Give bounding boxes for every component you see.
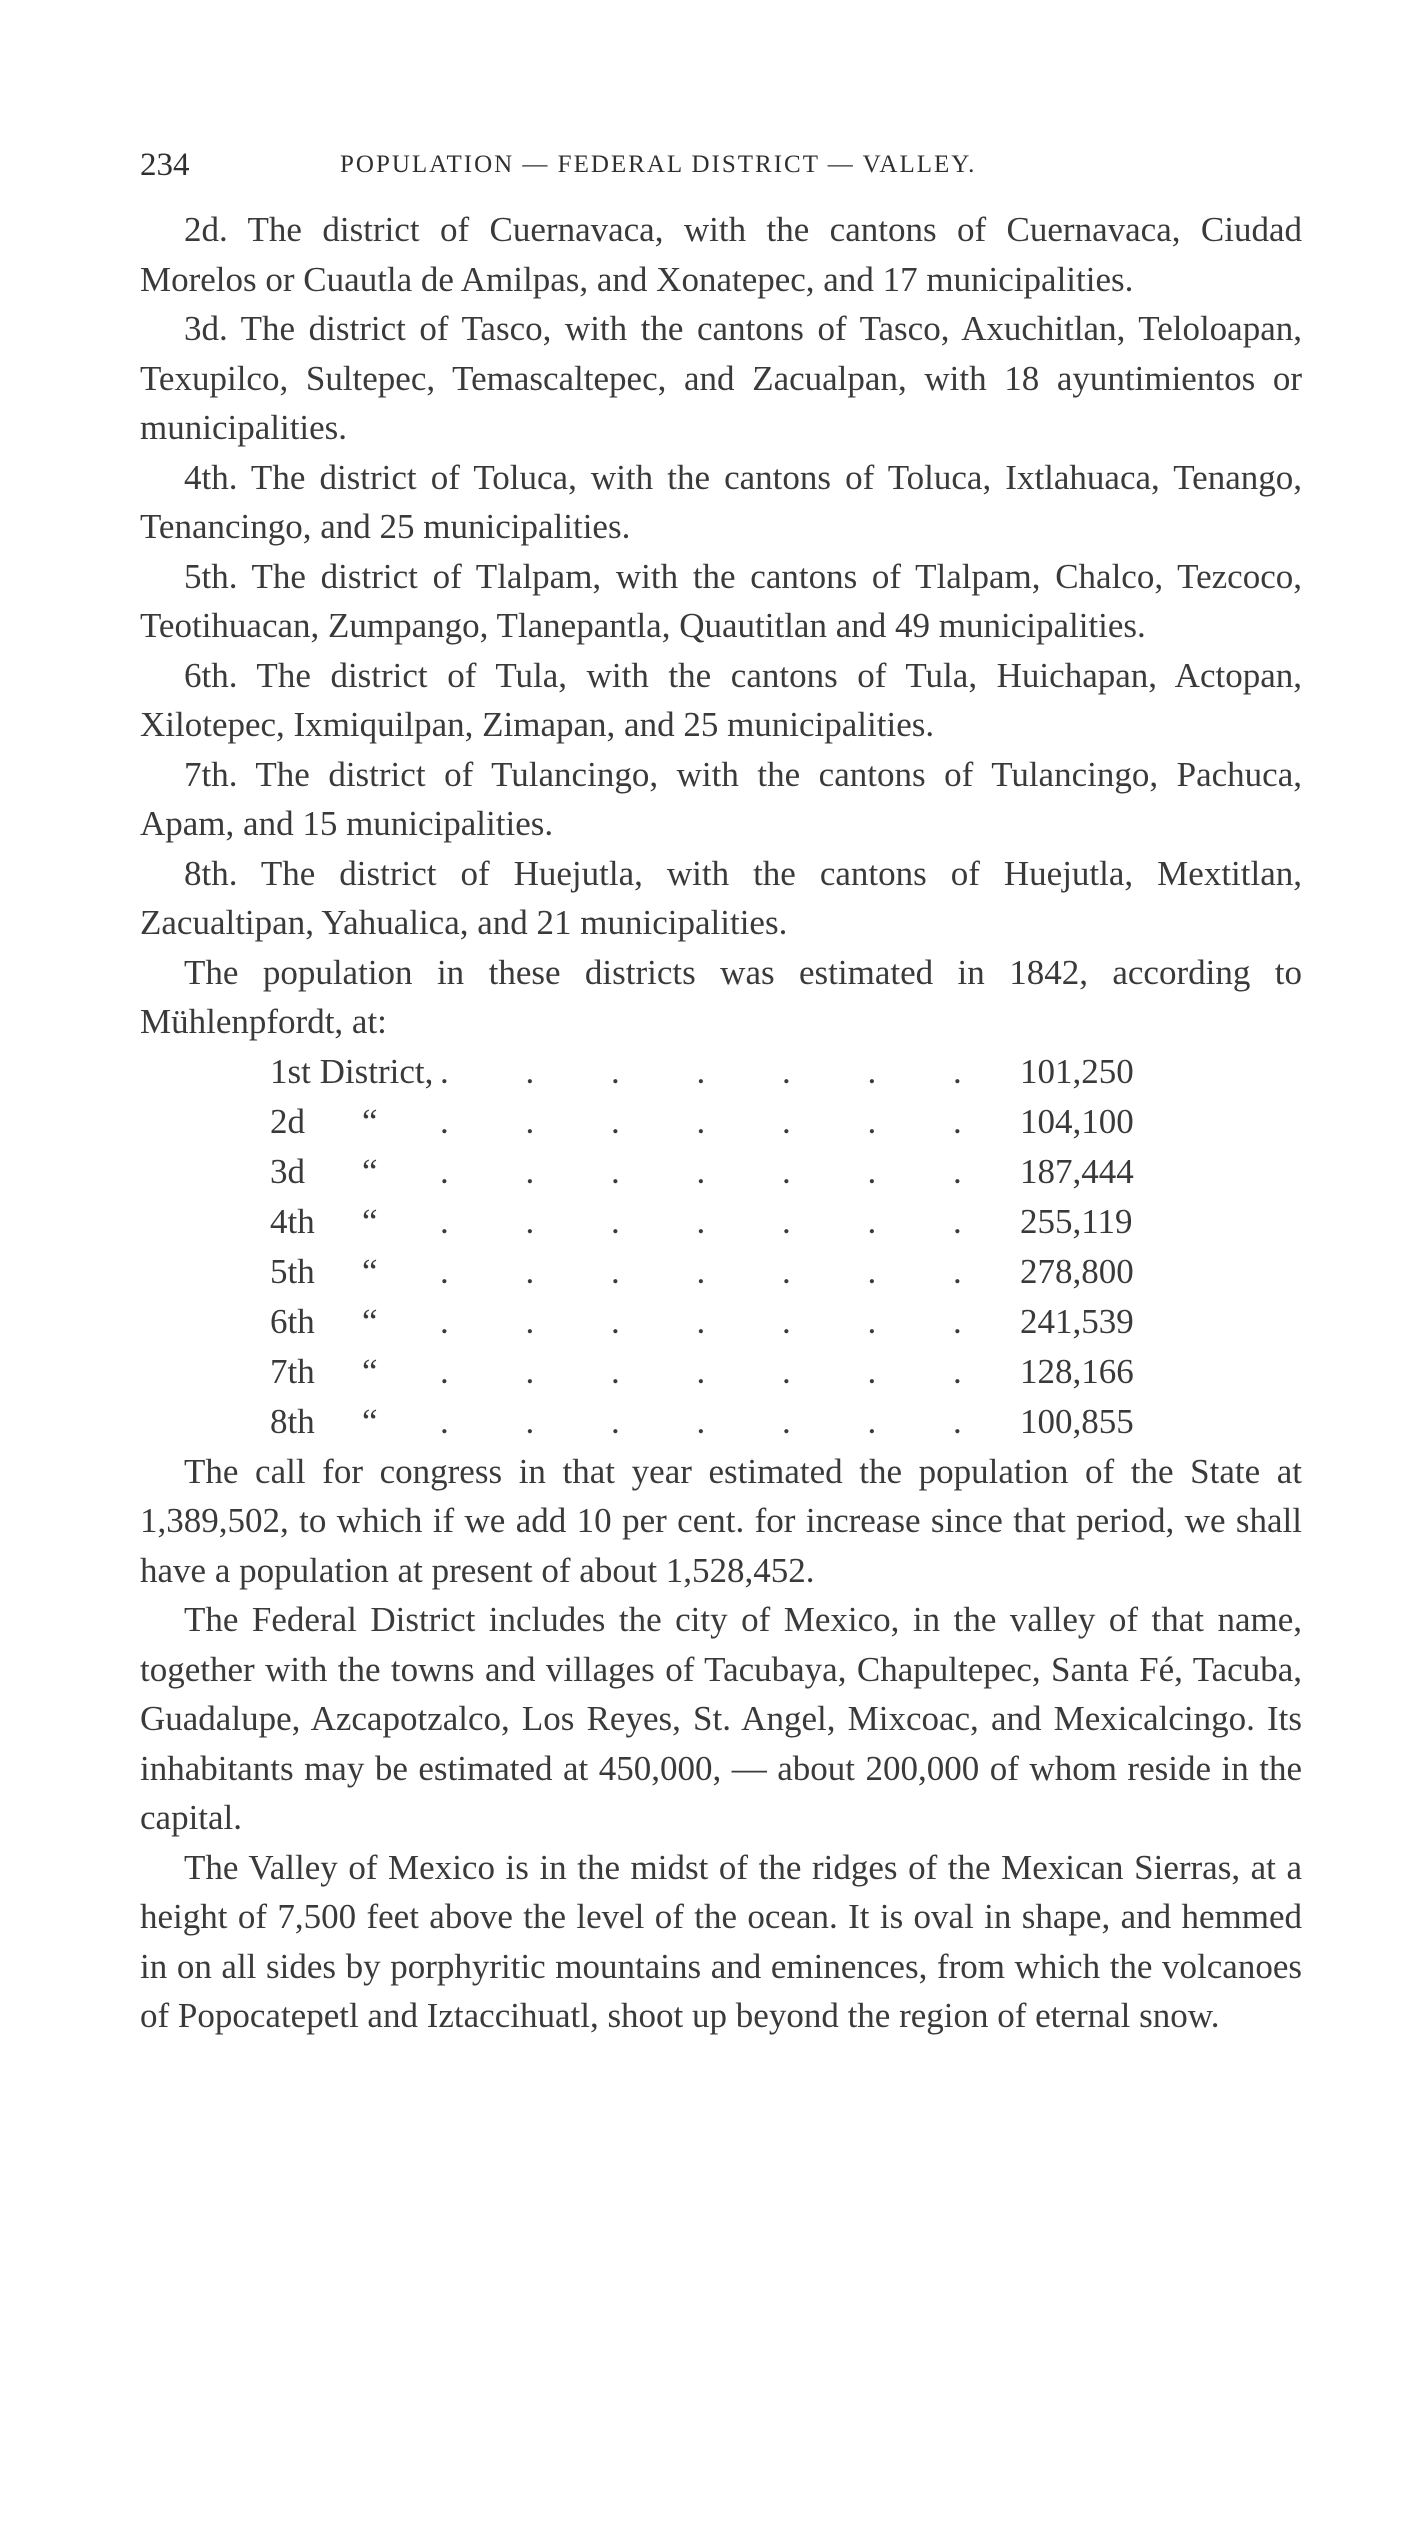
ditto-mark: “ [362, 1101, 378, 1141]
row-label: 4th [270, 1201, 315, 1241]
table-row [140, 1097, 1302, 1147]
page-header [140, 140, 1140, 190]
dot-leader: . . . . . . . [440, 1301, 996, 1341]
paragraph-district-2: 2d. The district of Cuernavaca, with the cantons of Cuernavaca, Ciudad Morelos or Cuautla de Amilpas, and Xonatepec, and 17 municipalities. [140, 210, 1302, 299]
paragraph-congress-estimate: The call for congress in that year estimated the population of the State at 1,389,502, to which if we add 10 per cent. for increase since that period, we shall have a population at present of about 1,528,452. [140, 1451, 1302, 1590]
row-label: 2d [270, 1101, 305, 1141]
row-label: 8th [270, 1401, 315, 1441]
paragraph-population-intro: The population in these districts was estimated in 1842, according to Mühlenpfordt, at: [140, 952, 1302, 1041]
page-number: 234 [140, 147, 190, 183]
paragraph-district-5: 5th. The district of Tlalpam, with the cantons of Tlalpam, Chalco, Tezcoco, Teotihuacan, Zumpango, Tlanepantla, Quautitlan and 49 municipalities. [140, 556, 1302, 645]
row-label: 7th [270, 1351, 315, 1391]
dot-leader: . . . . . . . [440, 1251, 996, 1291]
paragraph-district-3: 3d. The district of Tasco, with the cantons of Tasco, Axuchitlan, Teloloapan, Texupilco, Sultepec, Temascaltepec, and Zacualpan, with 18 ayuntimientos or municipalities. [140, 309, 1302, 447]
body-text [140, 205, 1302, 2041]
paragraph-valley-of-mexico: The Valley of Mexico is in the midst of the ridges of the Mexican Sierras, at a height of 7,500 feet above the level of the ocean. It is oval in shape, and hemmed in on all sides by porphyritic mountains and eminences, from which the volcanoes of Popocatepetl and Iztaccihuatl, shoot up beyond the region of eternal snow. [140, 1847, 1302, 2035]
paragraph-district-4: 4th. The district of Toluca, with the cantons of Toluca, Ixtlahuaca, Tenango, Tenancingo, and 25 municipalities. [140, 457, 1302, 546]
table-row [140, 1047, 1302, 1097]
ditto-mark: “ [362, 1401, 378, 1441]
dot-leader: . . . . . . . [440, 1401, 996, 1441]
paragraph-district-8: 8th. The district of Huejutla, with the cantons of Huejutla, Mextitlan, Zacualtipan, Yahualica, and 21 municipalities. [140, 853, 1302, 942]
table-row [140, 1197, 1302, 1247]
population-value: 100,855 [1020, 1401, 1134, 1441]
running-head: POPULATION — FEDERAL DISTRICT — VALLEY. [340, 151, 977, 178]
dot-leader: . . . . . . . [440, 1151, 996, 1191]
population-value: 255,119 [1020, 1201, 1133, 1241]
row-label: 1st District, [270, 1051, 434, 1091]
row-label: 6th [270, 1301, 315, 1341]
population-value: 187,444 [1020, 1151, 1134, 1191]
population-value: 128,166 [1020, 1351, 1134, 1391]
population-value: 101,250 [1020, 1051, 1134, 1091]
ditto-mark: “ [362, 1151, 378, 1191]
dot-leader: . . . . . . . [440, 1101, 996, 1141]
dot-leader: . . . . . . . [440, 1351, 996, 1391]
ditto-mark: “ [362, 1201, 378, 1241]
table-row [140, 1347, 1302, 1397]
table-row [140, 1397, 1302, 1447]
population-value: 241,539 [1020, 1301, 1134, 1341]
paragraph-district-7: 7th. The district of Tulancingo, with the cantons of Tulancingo, Pachuca, Apam, and 15 municipalities. [140, 754, 1302, 843]
table-row [140, 1147, 1302, 1197]
table-row [140, 1247, 1302, 1297]
table-row [140, 1297, 1302, 1347]
dot-leader: . . . . . . . [440, 1051, 996, 1091]
ditto-mark: “ [362, 1251, 378, 1291]
population-value: 104,100 [1020, 1101, 1134, 1141]
dot-leader: . . . . . . . [440, 1201, 996, 1241]
paragraph-district-6: 6th. The district of Tula, with the cantons of Tula, Huichapan, Actopan, Xilotepec, Ixmiquilpan, Zimapan, and 25 municipalities. [140, 655, 1302, 744]
ditto-mark: “ [362, 1351, 378, 1391]
row-label: 3d [270, 1151, 305, 1191]
ditto-mark: “ [362, 1301, 378, 1341]
row-label: 5th [270, 1251, 315, 1291]
population-table [140, 1047, 1302, 1447]
population-value: 278,800 [1020, 1251, 1134, 1291]
paragraph-federal-district: The Federal District includes the city of Mexico, in the valley of that name, together with the towns and villages of Tacubaya, Chapultepec, Santa Fé, Tacuba, Guadalupe, Azcapotzalco, Los Reyes, St. Angel, Mixcoac, and Mexicalcingo. Its inhabitants may be estimated at 450,000, — about 200,000 of whom reside in the capital. [140, 1600, 1302, 1837]
